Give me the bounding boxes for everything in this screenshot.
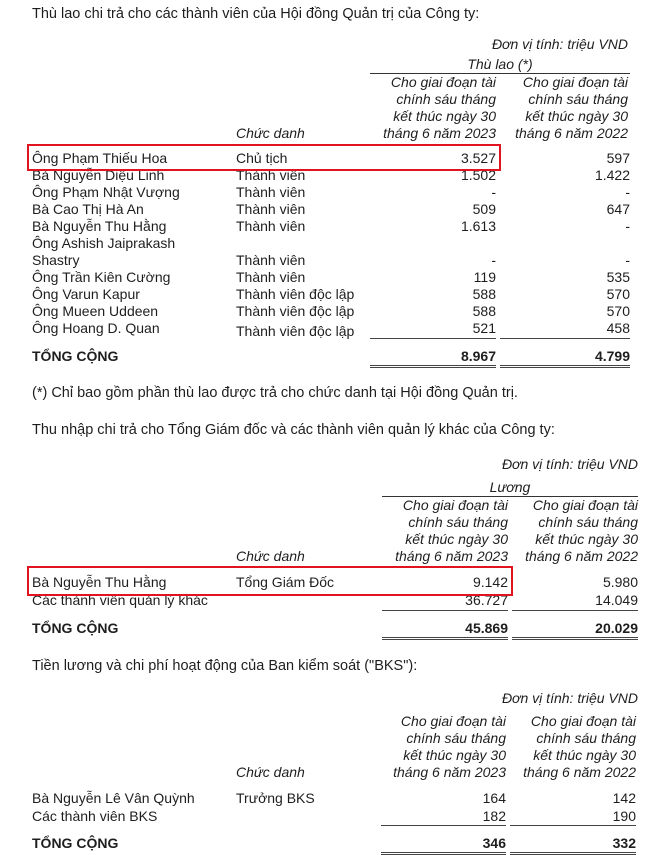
value-2022: 597	[606, 150, 630, 166]
member-name: Các thành viên quản lý khác	[32, 592, 208, 608]
value-2023: 1.502	[460, 167, 496, 183]
total-label: TỔNG CỘNG	[32, 348, 119, 364]
value-2023: 588	[472, 286, 496, 302]
total-2022: 20.029	[595, 620, 638, 636]
member-title: Chủ tịch	[236, 150, 288, 166]
total-row	[32, 620, 638, 637]
member-name: Bà Nguyễn Diệu Linh	[32, 167, 165, 183]
value-2022: 190	[612, 808, 636, 824]
value-2022: 570	[606, 303, 630, 319]
section1-footnote: (*) Chỉ bao gồm phần thù lao được trả cho chức danh tại Hội đồng Quản trị.	[32, 385, 518, 401]
value-2023: 509	[472, 201, 496, 217]
section1-unit: Đơn vị tính: triệu VND	[491, 36, 628, 52]
subtotal-rule	[370, 338, 496, 339]
member-name: Ông Ashish Jaiprakash	[32, 235, 176, 251]
member-name: Ông Phạm Thiếu Hoa	[32, 150, 168, 166]
hdr-line: kết thúc ngày 30	[405, 531, 508, 547]
hdr-line: chính sáu tháng	[406, 730, 506, 746]
total-label: TỔNG CỘNG	[32, 835, 119, 851]
highlight-box	[27, 566, 513, 596]
table-row	[32, 269, 632, 286]
value-2022: 14.049	[595, 592, 638, 608]
total-2023: 8.967	[460, 348, 496, 364]
hdr-line: kết thúc ngày 30	[533, 747, 636, 763]
hdr-line: Cho giai đoạn tài	[532, 497, 638, 513]
table-row	[32, 808, 636, 825]
section3-col-title: Chức danh	[236, 764, 305, 780]
member-title: Thành viên	[236, 167, 306, 183]
member-name: Ông Phạm Nhật Vượng	[32, 184, 180, 200]
value-2022: 458	[606, 320, 630, 336]
value-2023: 9.142	[472, 574, 508, 590]
table-row	[32, 320, 632, 337]
hdr-line: tháng 6 năm 2022	[523, 764, 636, 780]
hdr-line: tháng 6 năm 2023	[383, 125, 496, 141]
member-name: Ông Varun Kapur	[32, 286, 140, 302]
total-row	[32, 348, 632, 365]
section1-group-header: Thù lao (*)	[467, 56, 533, 72]
member-title: Trưởng BKS	[236, 790, 315, 806]
total-2022: 4.799	[594, 348, 630, 364]
value-2023: 521	[472, 320, 496, 336]
member-name: Ông Trần Kiên Cường	[32, 269, 171, 285]
section1-intro: Thù lao chi trả cho các thành viên của Hội đồng Quản trị của Công ty:	[32, 6, 480, 22]
total-double-rule	[500, 365, 630, 368]
member-title: Thành viên	[236, 184, 306, 200]
hdr-line: chính sáu tháng	[528, 91, 628, 107]
value-2023: 119	[473, 269, 496, 285]
hdr-line: chính sáu tháng	[538, 514, 638, 530]
hdr-line: tháng 6 năm 2023	[393, 764, 506, 780]
value-2023: 588	[472, 303, 496, 319]
value-2023: 1.613	[460, 218, 496, 234]
value-2022: 647	[606, 201, 630, 217]
total-double-rule	[382, 637, 508, 640]
member-title: Thành viên	[236, 269, 306, 285]
member-title: Thành viên độc lập	[236, 303, 355, 319]
table-row	[32, 184, 632, 201]
value-2023: -	[491, 184, 496, 200]
value-2023: -	[491, 252, 496, 268]
total-label: TỔNG CỘNG	[32, 620, 119, 636]
hdr-line: kết thúc ngày 30	[403, 747, 506, 763]
hdr-line: Cho giai đoạn tài	[530, 713, 636, 729]
subtotal-rule	[382, 610, 508, 611]
value-2022: -	[625, 252, 630, 268]
section3-col-2023-header	[393, 713, 506, 781]
section2-col-2023-header	[395, 497, 508, 565]
hdr-line: Cho giai đoạn tài	[402, 497, 508, 513]
hdr-line: kết thúc ngày 30	[535, 531, 638, 547]
section1-col-title: Chức danh	[236, 125, 305, 141]
hdr-line: chính sáu tháng	[408, 514, 508, 530]
section2-col-2022-header	[525, 497, 638, 565]
table-row	[32, 201, 632, 218]
member-title: Thành viên	[236, 252, 306, 268]
member-title: Tổng Giám Đốc	[236, 574, 335, 590]
table-row	[32, 286, 632, 303]
section2-group-header: Lương	[489, 479, 531, 495]
section2-col-title: Chức danh	[236, 548, 305, 564]
table-row	[32, 218, 632, 235]
member-name: Ông Hoang D. Quan	[32, 320, 160, 336]
table-row	[32, 235, 632, 252]
hdr-line: kết thúc ngày 30	[393, 108, 496, 124]
member-title: Thành viên	[236, 201, 306, 217]
hdr-line: tháng 6 năm 2023	[395, 548, 508, 564]
total-double-rule	[512, 637, 638, 640]
section2-unit: Đơn vị tính: triệu VND	[501, 456, 638, 472]
hdr-line: Cho giai đoạn tài	[390, 74, 496, 90]
value-2022: 1.422	[594, 167, 630, 183]
value-2022: 570	[606, 286, 630, 302]
hdr-line: Cho giai đoạn tài	[400, 713, 506, 729]
member-name: Bà Nguyễn Thu Hằng	[32, 574, 167, 590]
section3-intro: Tiền lương và chi phí hoạt động của Ban kiểm soát ("BKS"):	[32, 658, 418, 674]
member-name: Ông Mueen Uddeen	[32, 303, 159, 319]
member-name: Shastry	[32, 252, 80, 268]
section1-col-2023-header	[383, 74, 496, 142]
total-row	[32, 835, 636, 852]
member-title: Thành viên	[236, 218, 306, 234]
subtotal-rule	[512, 610, 638, 611]
value-2023: 3.527	[460, 150, 496, 166]
member-name: Bà Cao Thị Hà An	[32, 201, 144, 217]
highlight-box	[27, 144, 501, 171]
member-title: Thành viên độc lập	[236, 323, 355, 339]
table-row	[32, 790, 636, 807]
total-double-rule	[370, 365, 496, 368]
subtotal-rule	[381, 825, 506, 826]
total-2023: 45.869	[465, 620, 508, 636]
member-name: Các thành viên BKS	[32, 808, 158, 824]
total-2023: 346	[482, 835, 506, 851]
hdr-line: Cho giai đoạn tài	[522, 74, 628, 90]
value-2022: 142	[612, 790, 636, 806]
value-2023: 36.727	[465, 592, 508, 608]
section2-intro: Thu nhập chi trả cho Tổng Giám đốc và các thành viên quản lý khác của Công ty:	[32, 422, 555, 438]
member-name: Bà Nguyễn Thu Hằng	[32, 218, 167, 234]
value-2023: 182	[482, 808, 506, 824]
value-2022: -	[625, 184, 630, 200]
hdr-line: tháng 6 năm 2022	[515, 125, 628, 141]
subtotal-rule	[510, 825, 636, 826]
section3-col-2022-header	[523, 713, 636, 781]
hdr-line: chính sáu tháng	[396, 91, 496, 107]
member-name: Bà Nguyễn Lê Vân Quỳnh	[32, 790, 195, 806]
total-2022: 332	[612, 835, 636, 851]
subtotal-rule	[500, 338, 630, 339]
hdr-line: kết thúc ngày 30	[525, 108, 628, 124]
table-row	[32, 252, 632, 269]
hdr-line: chính sáu tháng	[536, 730, 636, 746]
value-2022: 535	[606, 269, 630, 285]
table-row	[32, 303, 632, 320]
value-2023: 164	[482, 790, 506, 806]
section3-unit: Đơn vị tính: triệu VND	[501, 690, 638, 706]
member-title: Thành viên độc lập	[236, 286, 355, 302]
hdr-line: tháng 6 năm 2022	[525, 548, 638, 564]
value-2022: -	[625, 218, 630, 234]
section1-col-2022-header	[515, 74, 628, 142]
value-2022: 5.980	[602, 574, 638, 590]
